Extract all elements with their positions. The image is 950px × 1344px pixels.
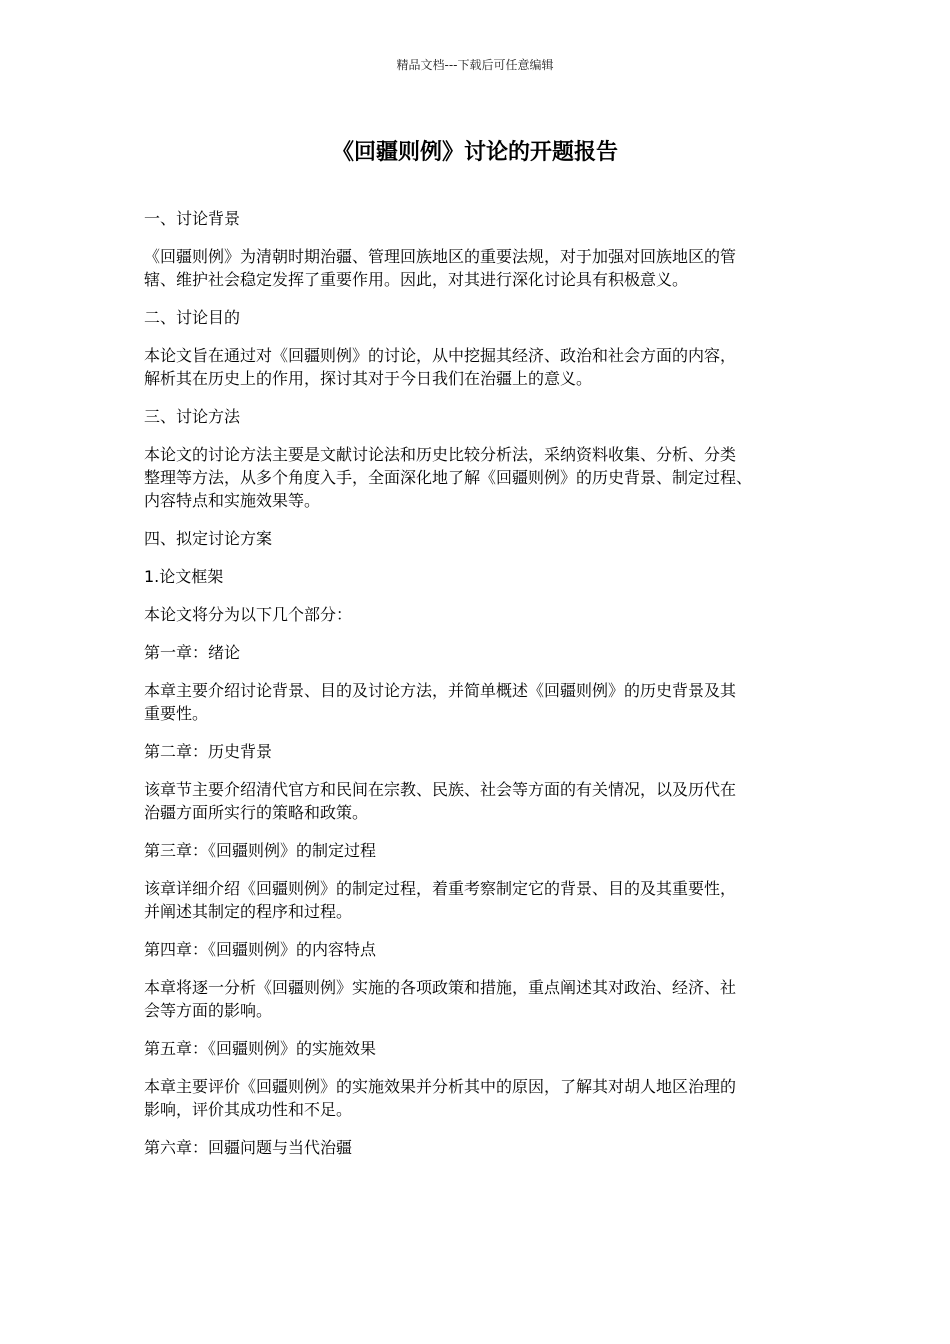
section-heading-plan: 四、拟定讨论方案 (144, 529, 273, 548)
document-body (144, 207, 808, 1174)
section-heading-purpose: 二、讨论目的 (144, 308, 241, 327)
chapter-heading-1: 第一章：绪论 (144, 643, 241, 662)
document-title: 《回疆则例》讨论的开题报告 (331, 140, 618, 165)
chapter-heading-3: 第三章：《回疆则例》的制定过程 (144, 841, 377, 860)
chapter-summary-4: 本章将逐一分析《回疆则例》实施的各项政策和措施，重点阐述其对政治、经济、社 会等方面的影响。 (144, 978, 737, 1020)
chapter-summary-3: 该章详细介绍《回疆则例》的制定过程，着重考察制定它的背景、目的及其重要性， 并阐述其制定的程序和过程。 (144, 879, 737, 921)
chapter-heading-6: 第六章：回疆问题与当代治疆 (144, 1138, 353, 1157)
paragraph-background: 《回疆则例》为清朝时期治疆、管理回族地区的重要法规，对于加强对回族地区的管 辖、维护社会稳定发挥了重要作用。因此，对其进行深化讨论具有积极意义。 (144, 247, 737, 289)
paragraph-method: 本论文的讨论方法主要是文献讨论法和历史比较分析法，采纳资料收集、分析、分类 整理等方法，从多个角度入手，全面深化地了解《回疆则例》的历史背景、制定过程、 内容特点和实施效果等。 (144, 445, 753, 510)
section-heading-background: 一、讨论背景 (144, 209, 241, 228)
section-heading-method: 三、讨论方法 (144, 407, 241, 426)
paragraph-purpose: 本论文旨在通过对《回疆则例》的讨论，从中挖掘其经济、政治和社会方面的内容， 解析其在历史上的作用，探讨其对于今日我们在治疆上的意义。 (144, 346, 737, 388)
chapter-summary-2: 该章节主要介绍清代官方和民间在宗教、民族、社会等方面的有关情况，以及历代在 治疆方面所实行的策略和政策。 (144, 780, 737, 822)
paragraph-framework-intro: 本论文将分为以下几个部分： (144, 605, 353, 624)
chapter-summary-1: 本章主要介绍讨论背景、目的及讨论方法，并简单概述《回疆则例》的历史背景及其 重要性。 (144, 681, 737, 723)
chapter-heading-2: 第二章：历史背景 (144, 742, 273, 761)
chapter-heading-5: 第五章：《回疆则例》的实施效果 (144, 1039, 377, 1058)
chapter-summary-5: 本章主要评价《回疆则例》的实施效果并分析其中的原因，了解其对胡人地区治理的 影响，评价其成功性和不足。 (144, 1077, 737, 1119)
chapter-heading-4: 第四章：《回疆则例》的内容特点 (144, 940, 377, 959)
subheading-framework: 1.论文框架 (144, 567, 224, 586)
page-header-note: 精品文档---下载后可任意编辑 (396, 58, 554, 72)
